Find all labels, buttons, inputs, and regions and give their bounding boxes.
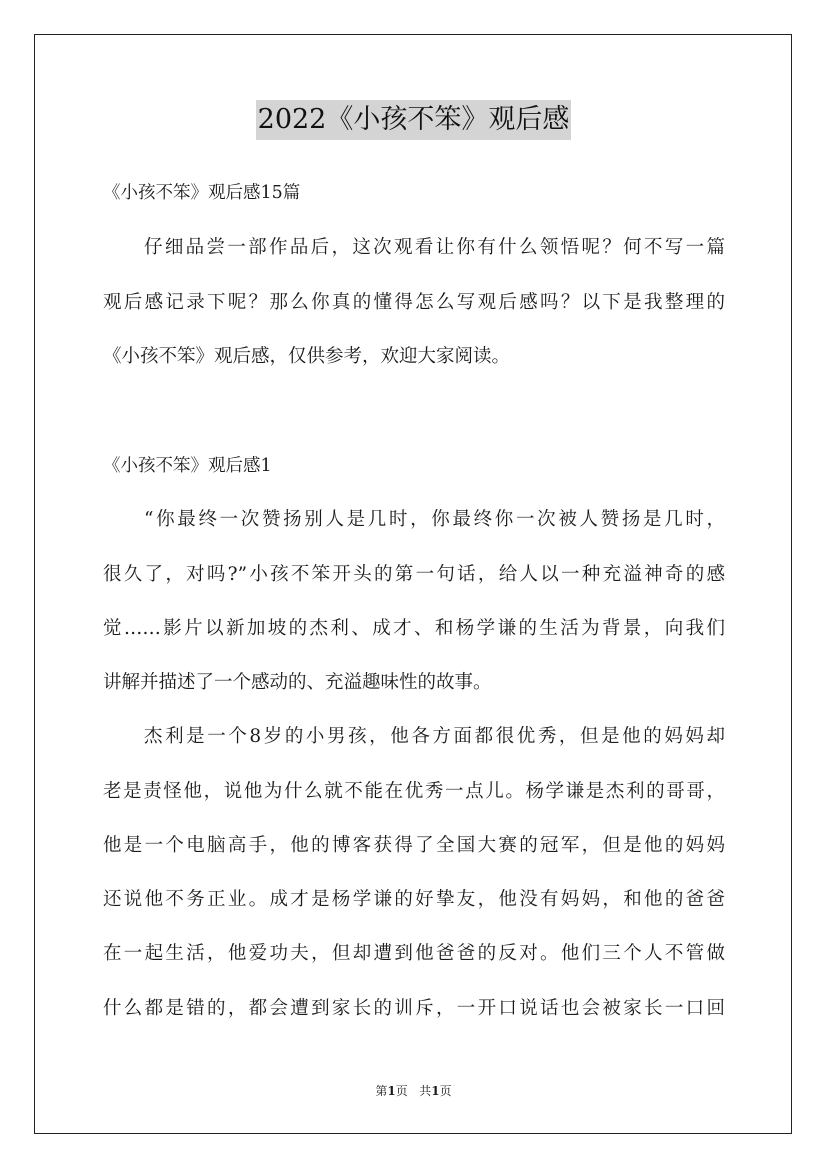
section-heading: 《小孩不笨》观后感1 [103, 456, 272, 476]
paragraph1-line: 很久了，对吗?”小孩不笨开头的第一句话，给人以一种充溢神奇的感 [103, 564, 725, 585]
intro-line: 《小孩不笨》观后感，仅供参考，欢迎大家阅读。 [103, 346, 511, 367]
footer-total-number: 1 [431, 1084, 440, 1098]
intro-line: 仔细品尝一部作品后，这次观看让你有什么领悟呢？何不写一篇 [144, 237, 725, 258]
intro-line: 观后感记录下呢？那么你真的懂得怎么写观后感吗？以下是我整理的 [103, 292, 725, 313]
paragraph1-line: “你最终一次赞扬别人是几时，你最终你一次被人赞扬是几时， [144, 509, 725, 530]
footer-page-suffix: 页 [395, 1084, 408, 1098]
paragraph2-line: 老是责怪他，说他为什么就不能在优秀一点儿。杨学谦是杰利的哥哥， [103, 781, 725, 802]
paragraph1-line: 讲解并描述了一个感动的、充溢趣味性的故事。 [103, 672, 492, 693]
document-title: 2022《小孩不笨》观后感 [256, 100, 572, 140]
footer-page-prefix: 第 [375, 1084, 388, 1098]
paragraph2-line: 还说他不务正业。成才是杨学谦的好挚友，他没有妈妈，和他的爸爸 [103, 889, 725, 910]
paragraph1-line: 觉……影片以新加坡的杰利、成才、和杨学谦的生活为背景，向我们 [103, 618, 725, 639]
page-footer [0, 1083, 827, 1099]
title-container [0, 100, 827, 140]
paragraph2-line: 在一起生活，他爱功夫，但却遭到他爸爸的反对。他们三个人不管做 [103, 943, 725, 964]
document-subtitle: 《小孩不笨》观后感15篇 [103, 183, 301, 203]
paragraph2-line: 什么都是错的，都会遭到家长的训斥，一开口说话也会被家长一口回 [103, 998, 725, 1019]
footer-total-suffix: 页 [439, 1084, 452, 1098]
paragraph2-line: 杰利是一个8岁的小男孩，他各方面都很优秀，但是他的妈妈却 [144, 726, 725, 747]
footer-page-number: 1 [387, 1084, 396, 1098]
paragraph2-line: 他是一个电脑高手，他的博客获得了全国大赛的冠军，但是他的妈妈 [103, 835, 725, 856]
footer-total-prefix: 共 [419, 1084, 432, 1098]
